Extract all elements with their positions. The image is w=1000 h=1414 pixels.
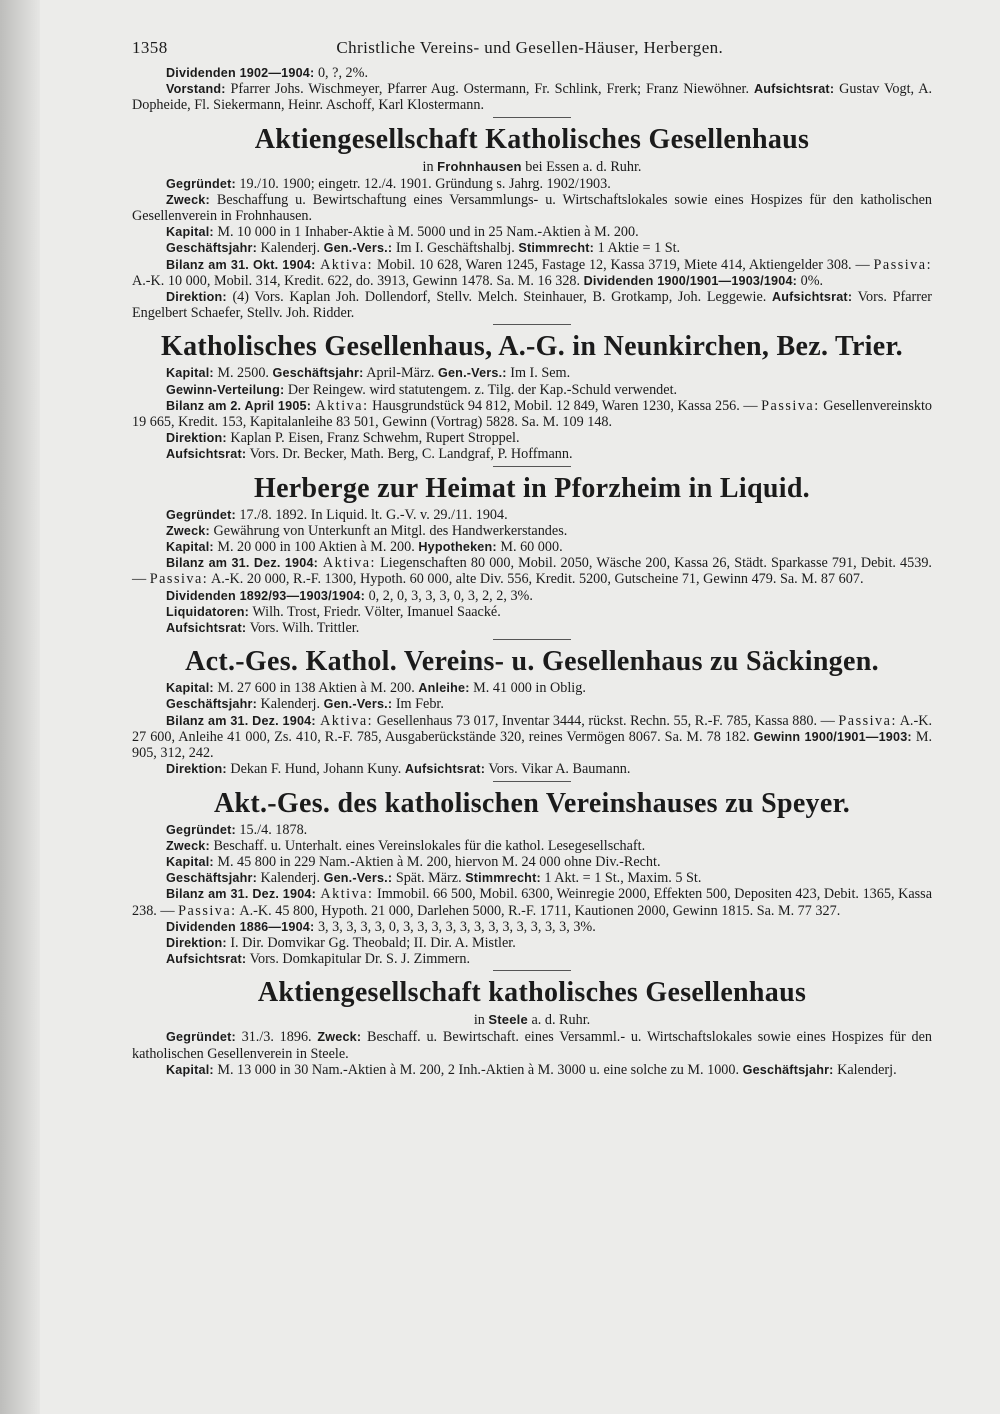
divider xyxy=(493,639,571,640)
paragraph: Zweck: Gewährung von Unterkunft an Mitgl. des Handwerkerstandes. xyxy=(166,522,568,539)
running-header xyxy=(132,38,932,58)
paragraph: Kapital: M. 2500. Geschäftsjahr: April-März. Gen.-Vers.: Im I. Sem. xyxy=(166,365,571,382)
entry-title: Aktiengesellschaft katholisches Gesellenhaus xyxy=(257,977,807,1009)
paragraph: Aufsichtsrat: Vors. Wilh. Trittler. xyxy=(166,620,360,637)
paragraph: Dividenden 1892/93—1903/1904: 0, 2, 0, 3, 3, 3, 0, 3, 2, 2, 3%. xyxy=(166,587,533,604)
divider xyxy=(493,781,571,782)
entry-neunkirchen xyxy=(132,331,932,462)
paragraph: Dividenden 1902—1904: 0, ?, 2%. xyxy=(166,65,368,81)
entry-title: Act.-Ges. Kathol. Vereins- u. Gesellenhaus zu Säckingen. xyxy=(185,646,879,678)
paragraph: Direktion: I. Dir. Domvikar Gg. Theobald; II. Dir. A. Mistler. xyxy=(166,934,516,951)
paragraph: Kapital: M. 20 000 in 100 Aktien à M. 200. Hypotheken: M. 60 000. xyxy=(166,539,563,556)
page-binding-shadow xyxy=(0,0,40,1414)
paragraph: Gegründet: 17./8. 1892. In Liquid. lt. G.-V. v. 29./11. 1904. xyxy=(166,506,508,523)
entry-subtitle: in Steele a. d. Ruhr. xyxy=(473,1012,591,1029)
paragraph: Bilanz am 31. Dez. 1904: Aktiva: Gesellenhaus 73 017, Inventar 3444, rückst. Rechn. 55, R.-F. 785, Kassa 880. — Passiva: A.-K. 27 600, Anleihe 41 000, Zs. 410, R.-F. 785, Ausgaberückstände 320, reines Vermögen 8067. Sa. M. 78 182. Gewinn 1900/1901—1903: M. 905, 312, 242. xyxy=(132,712,932,762)
paragraph: Direktion: (4) Vors. Kaplan Joh. Dollendorf, Stellv. Melch. Steinhauer, B. Grotkamp, Joh. Leggewie. Aufsichtsrat: Vors. Pfarrer Engelbert Schaefer, Stellv. Joh. Ridder. xyxy=(132,289,932,322)
divider xyxy=(493,970,571,971)
page-number: 1358 xyxy=(132,38,168,57)
paragraph: Geschäftsjahr: Kalenderj. Gen.-Vers.: Im Febr. xyxy=(166,696,444,713)
paragraph: Aufsichtsrat: Vors. Domkapitular Dr. S. J. Zimmern. xyxy=(166,951,470,968)
paragraph: Bilanz am 2. April 1905: Aktiva: Hausgrundstück 94 812, Mobil. 12 849, Waren 1230, Kassa 256. — Passiva: Gesellenvereinskto 19 665, Kredit. 153, Kapitalanleihe 83 501, Gewinn (Vortrag) 5828. Sa. M. 109 148. xyxy=(132,397,933,431)
paragraph: Direktion: Dekan F. Hund, Johann Kuny. Aufsichtsrat: Vors. Vikar A. Baumann. xyxy=(166,761,631,778)
paragraph: Geschäftsjahr: Kalenderj. Gen.-Vers.: Im I. Geschäftshalbj. Stimmrecht: 1 Aktie = 1 St. xyxy=(166,240,681,257)
paragraph: Gegründet: 19./10. 1900; eingetr. 12./4. 1901. Gründung s. Jahrg. 1902/1903. xyxy=(166,175,611,192)
document-page xyxy=(132,38,932,1078)
entry-saeckingen xyxy=(132,646,932,777)
paragraph: Kapital: M. 13 000 in 30 Nam.-Aktien à M. 200, 2 Inh.-Aktien à M. 3000 u. eine solche zu M. 1000. Geschäftsjahr: Kalenderj. xyxy=(166,1061,897,1078)
paragraph: Geschäftsjahr: Kalenderj. Gen.-Vers.: Spät. März. Stimmrecht: 1 Akt. = 1 St., Maxim. 5 St. xyxy=(166,870,702,887)
entry-subtitle: in Frohnhausen bei Essen a. d. Ruhr. xyxy=(422,158,642,175)
paragraph: Gegründet: 31./3. 1896. Zweck: Beschaff. u. Bewirtschaft. eines Versamml.- u. Wirtschaftslokales sowie eines Hospizes für den katholischen Gesellenverein in Steele. xyxy=(132,1029,932,1062)
paragraph: Direktion: Kaplan P. Eisen, Franz Schwehm, Rupert Stroppel. xyxy=(166,430,520,447)
paragraph: Vorstand: Pfarrer Johs. Wischmeyer, Pfarrer Aug. Ostermann, Fr. Schlink, Frerk; Franz Niewöhner. Aufsichtsrat: Gustav Vogt, A. Dopheide, Fl. Siekermann, Heinr. Aschoff, Karl Klostermann. xyxy=(132,81,932,114)
preamble-entry xyxy=(132,65,932,114)
running-title: Christliche Vereins- und Gesellen-Häuser, Herbergen. xyxy=(336,38,724,57)
paragraph: Bilanz am 31. Dez. 1904: Aktiva: Liegenschaften 80 000, Mobil. 2050, Wäsche 200, Kassa 26, Städt. Sparkasse 791, Debit. 4539. — Passiva: A.-K. 20 000, R.-F. 1300, Hypoth. 60 000, alte Div. 556, Kredit. 5200, Gutscheine 71, Gewinn 479. Sa. M. 87 607. xyxy=(132,555,932,588)
entry-title: Akt.-Ges. des katholischen Vereinshauses zu Speyer. xyxy=(213,787,851,819)
paragraph: Gegründet: 15./4. 1878. xyxy=(166,821,308,838)
paragraph: Bilanz am 31. Dez. 1904: Aktiva: Immobil. 66 500, Mobil. 6300, Weinregie 2000, Effekten 500, Depositen 423, Debit. 1365, Kassa 238. — Passiva: A.-K. 45 800, Hypoth. 21 000, Darlehen 5000, R.-F. 1711, Kautionen 2000, Gewinn 1815. Sa. M. 77 327. xyxy=(132,886,932,919)
divider xyxy=(493,117,571,118)
paragraph: Bilanz am 31. Okt. 1904: Aktiva: Mobil. 10 628, Waren 1245, Fastage 12, Kassa 3719, Miete 414, Aktiengelder 308. — Passiva: A.-K. 10 000, Mobil. 314, Kredit. 622, do. 3913, Gewinn 1478. Sa. M. 16 328. Dividenden 1900/1901—1903/1904: 0%. xyxy=(132,256,933,289)
entry-steele xyxy=(132,977,932,1078)
paragraph: Zweck: Beschaff. u. Unterhalt. eines Vereinslokales für die kathol. Lesegesellschaft. xyxy=(166,837,646,854)
entry-title: Herberge zur Heimat in Pforzheim in Liquid. xyxy=(254,472,810,504)
paragraph: Kapital: M. 27 600 in 138 Aktien à M. 200. Anleihe: M. 41 000 in Oblig. xyxy=(166,680,586,697)
entry-frohnhausen xyxy=(132,124,932,322)
paragraph: Aufsichtsrat: Vors. Dr. Becker, Math. Berg, C. Landgraf, P. Hoffmann. xyxy=(166,446,573,463)
paragraph: Gewinn-Verteilung: Der Reingew. wird statutengem. z. Tilg. der Kap.-Schuld verwendet. xyxy=(166,381,678,398)
entry-pforzheim xyxy=(132,473,932,637)
paragraph: Kapital: M. 45 800 in 229 Nam.-Aktien à M. 200, hiervon M. 24 000 ohne Div.-Recht. xyxy=(166,853,661,870)
entry-speyer xyxy=(132,788,932,968)
paragraph: Zweck: Beschaffung u. Bewirtschaftung eines Versammlungs- u. Wirtschaftslokales sowie eines Hospizes für den katholischen Gesellenverein in Frohnhausen. xyxy=(132,191,932,225)
divider xyxy=(493,466,571,467)
paragraph: Kapital: M. 10 000 in 1 Inhaber-Aktie à M. 5000 und in 25 Nam.-Aktien à M. 200. xyxy=(166,224,639,241)
divider xyxy=(493,324,571,325)
paragraph: Dividenden 1886—1904: 3, 3, 3, 3, 3, 0, 3, 3, 3, 3, 3, 3, 3, 3, 3, 3, 3, 3, 3%. xyxy=(166,918,596,935)
entry-title: Aktiengesellschaft Katholisches Gesellenhaus xyxy=(254,123,810,155)
paragraph: Liquidatoren: Wilh. Trost, Friedr. Völter, Imanuel Saacké. xyxy=(166,603,501,620)
entry-title: Katholisches Gesellenhaus, A.-G. in Neunkirchen, Bez. Trier. xyxy=(161,331,903,363)
